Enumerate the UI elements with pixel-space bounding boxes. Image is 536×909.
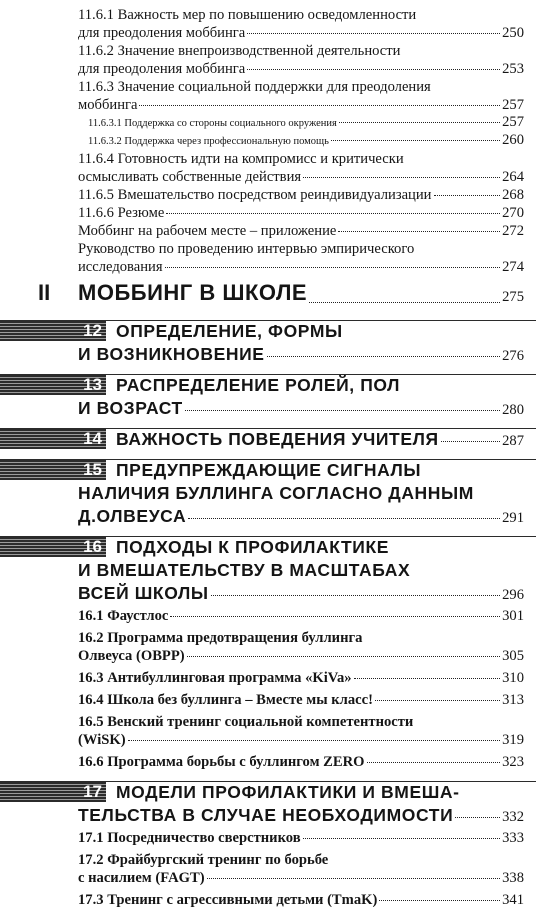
dot-leader xyxy=(379,900,500,901)
page-number: 291 xyxy=(502,510,524,526)
chapter-title: Д.ОЛВЕУСА xyxy=(78,506,187,526)
dot-leader xyxy=(455,817,500,818)
dot-leader xyxy=(354,678,501,679)
toc-chapter-17 xyxy=(0,781,536,827)
toc-entry-title: 11.6.3.1 Поддержка со стороны социального окружения xyxy=(88,118,337,129)
toc-entry-appendix xyxy=(0,222,536,240)
chapter-number-badge: 12 xyxy=(0,321,106,341)
chapter-title: И ВМЕШАТЕЛЬСТВУ В МАСШТАБАХ xyxy=(78,560,411,580)
toc-entry-16-5 xyxy=(0,713,536,749)
toc-entry-title: для преодоления моббинга xyxy=(78,25,246,41)
page-number: 280 xyxy=(502,402,524,418)
dot-leader xyxy=(331,140,500,141)
toc-entry-16-2 xyxy=(0,629,536,665)
toc-entry-title: 11.6.4 Готовность идти на компромисс и критически xyxy=(78,151,404,167)
page-number: 253 xyxy=(502,61,524,77)
toc-entry-title: 16.4 Школа без буллинга – Вместе мы класс! xyxy=(78,692,373,708)
page-number: 319 xyxy=(502,732,524,748)
page-number: 323 xyxy=(502,754,524,770)
toc-entry-11-6-3 xyxy=(0,78,536,114)
toc-entry-title: исследования xyxy=(78,259,163,275)
chapter-number-badge: 15 xyxy=(0,460,106,480)
toc-entry-title: Олвеуса (OBPP) xyxy=(78,648,185,664)
page-number: 274 xyxy=(502,259,524,275)
chapter-title: И ВОЗРАСТ xyxy=(78,398,183,418)
chapter-title: ПРЕДУПРЕЖДАЮЩИЕ СИГНАЛЫ xyxy=(116,460,422,480)
toc-entry-title: 17.1 Посредничество сверстников xyxy=(78,830,301,846)
toc-entry-title: 16.1 Фаустлос xyxy=(78,608,169,624)
toc-entry-title: Моббинг на рабочем месте – приложение xyxy=(78,223,337,239)
toc-entry-title: осмысливать собственные действия xyxy=(78,169,302,185)
toc-entry-11-6-1 xyxy=(0,6,536,42)
toc-entry-title: 16.3 Антибуллинговая программа «KiVa» xyxy=(78,670,352,686)
toc-entry-11-6-2 xyxy=(0,42,536,78)
toc-chapter-13 xyxy=(0,374,536,420)
toc-chapter-14 xyxy=(0,428,536,451)
page-number: 257 xyxy=(502,114,524,130)
dot-leader xyxy=(170,616,500,617)
chapter-title: ВСЕЙ ШКОЛЫ xyxy=(78,583,209,603)
dot-leader xyxy=(434,195,501,196)
toc-entry-title: 11.6.1 Важность мер по повышению осведомленности xyxy=(78,7,417,23)
dot-leader xyxy=(267,356,501,357)
chapter-title: ПОДХОДЫ К ПРОФИЛАКТИКЕ xyxy=(116,537,390,557)
toc-entry-17-1 xyxy=(0,829,536,847)
dot-leader xyxy=(375,700,500,701)
toc-entry-16-6 xyxy=(0,753,536,771)
toc-entry-title: 11.6.3.2 Поддержка через профессиональную помощь xyxy=(88,136,329,147)
dot-leader xyxy=(128,740,501,741)
toc-entry-title: 11.6.3 Значение социальной поддержки для преодоления xyxy=(78,79,431,95)
dot-leader xyxy=(207,878,501,879)
toc-entry-title: 17.3 Тренинг с агрессивными детьми (TmaK) xyxy=(78,892,378,908)
toc-chapter-12 xyxy=(0,320,536,366)
chapter-number-badge: 14 xyxy=(0,429,106,449)
toc-part-2 xyxy=(0,276,536,306)
page-number: 276 xyxy=(502,348,524,364)
chapter-title: ОПРЕДЕЛЕНИЕ, ФОРМЫ xyxy=(116,321,343,341)
page-number: 305 xyxy=(502,648,524,664)
dot-leader xyxy=(211,595,501,596)
toc-entry-11-6-3-2 xyxy=(0,132,536,150)
part-number: II xyxy=(38,280,51,305)
toc-entry-11-6-6 xyxy=(0,204,536,222)
toc-chapter-15 xyxy=(0,459,536,528)
dot-leader xyxy=(339,122,500,123)
toc-entry-16-1 xyxy=(0,607,536,625)
page-number: 275 xyxy=(502,289,524,305)
toc-entry-title: моббинга xyxy=(78,97,138,113)
dot-leader xyxy=(185,410,500,411)
page-number: 341 xyxy=(502,892,524,908)
chapter-title: НАЛИЧИЯ БУЛЛИНГА СОГЛАСНО ДАННЫМ xyxy=(78,483,474,503)
dot-leader xyxy=(165,267,501,268)
toc-entry-title: 11.6.2 Значение внепроизводственной деятельности xyxy=(78,43,401,59)
page-number: 310 xyxy=(502,670,524,686)
toc-entry-11-6-5 xyxy=(0,186,536,204)
dot-leader xyxy=(187,656,500,657)
dot-leader xyxy=(338,231,500,232)
toc-entry-17-3 xyxy=(0,891,536,909)
page-number: 264 xyxy=(502,169,524,185)
toc-entry-title: 11.6.5 Вмешательство посредством реиндивидуализации xyxy=(78,187,432,203)
toc-entry-title: 11.6.6 Резюме xyxy=(78,205,165,221)
page-number: 296 xyxy=(502,587,524,603)
dot-leader xyxy=(367,762,501,763)
toc-entry-title: 16.2 Программа предотвращения буллинга xyxy=(78,630,363,646)
dot-leader xyxy=(247,69,500,70)
chapter-number-badge: 13 xyxy=(0,375,106,395)
chapter-title: РАСПРЕДЕЛЕНИЕ РОЛЕЙ, ПОЛ xyxy=(116,375,401,395)
toc-chapter-16 xyxy=(0,536,536,605)
page-number: 268 xyxy=(502,187,524,203)
page-number: 287 xyxy=(502,433,524,449)
chapter-title: И ВОЗНИКНОВЕНИЕ xyxy=(78,344,265,364)
chapter-title: МОДЕЛИ ПРОФИЛАКТИКИ И ВМЕША- xyxy=(116,782,460,802)
toc-entry-title: с насилием (FAGT) xyxy=(78,870,205,886)
dot-leader xyxy=(303,838,500,839)
page-number: 270 xyxy=(502,205,524,221)
toc-entry-16-4 xyxy=(0,691,536,709)
dot-leader xyxy=(303,177,500,178)
dot-leader xyxy=(247,33,500,34)
dot-leader xyxy=(166,213,500,214)
page-number: 338 xyxy=(502,870,524,886)
toc-entry-11-6-4 xyxy=(0,150,536,186)
toc-entry-16-3 xyxy=(0,669,536,687)
toc-entry-title: 16.6 Программа борьбы с буллингом ZERO xyxy=(78,754,365,770)
page-number: 332 xyxy=(502,809,524,825)
part-title: МОББИНГ В ШКОЛЕ xyxy=(78,280,308,305)
page-number: 257 xyxy=(502,97,524,113)
toc-entry-title: для преодоления моббинга xyxy=(78,61,246,77)
dot-leader xyxy=(139,105,500,106)
toc-entry-17-2 xyxy=(0,851,536,887)
page-number: 301 xyxy=(502,608,524,624)
toc-entry-title: (WiSK) xyxy=(78,732,126,748)
chapter-title: ВАЖНОСТЬ ПОВЕДЕНИЯ УЧИТЕЛЯ xyxy=(116,429,439,449)
dot-leader xyxy=(309,302,500,303)
dot-leader xyxy=(441,441,500,442)
page-number: 313 xyxy=(502,692,524,708)
toc-entry-title: 16.5 Венский тренинг социальной компетентности xyxy=(78,714,414,730)
page-number: 272 xyxy=(502,223,524,239)
toc-entry-title: 17.2 Фрайбургский тренинг по борьбе xyxy=(78,852,329,868)
toc-entry-interview-guide xyxy=(0,240,536,276)
chapter-number-badge: 16 xyxy=(0,537,106,557)
chapter-number-badge: 17 xyxy=(0,782,106,802)
chapter-title: ТЕЛЬСТВА В СЛУЧАЕ НЕОБХОДИМОСТИ xyxy=(78,805,454,825)
dot-leader xyxy=(188,518,500,519)
page-number: 250 xyxy=(502,25,524,41)
toc-entry-11-6-3-1 xyxy=(0,114,536,132)
page-number: 333 xyxy=(502,830,524,846)
page-number: 260 xyxy=(502,132,524,148)
toc-entry-title: Руководство по проведению интервью эмпирического xyxy=(78,241,415,257)
